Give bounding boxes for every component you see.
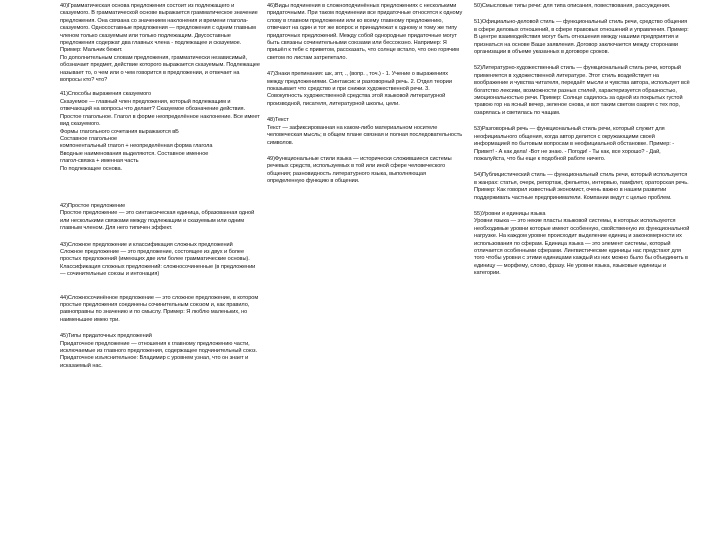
section-48: 48)Текст Текст — зафиксированная на каком-либо материальном носителе человеческая мысль; в общем плане связная и полная последовательность символов.: [267, 117, 463, 146]
section-47: 47)Знаки препинания: шк, зпт, ., (вопр. , точ.) - 1. Учение о выражениях между предложениями. Синтаксис и разговорный речь. 2. Отдел теории показывает что средство и при снижки художественной речи. 3. Совокупность художественной средства этой языковой литературной производной, писателя, литературной школы, цели.: [267, 71, 452, 107]
section-42: 42)Простое предложение Простое предложение — это синтаксическая единица, образованная одной или несколькими связками между подлежащим и сказуемым или одним главным членом. Для него типичен эффект.: [60, 202, 255, 232]
section-45: 45)Типы придаточных предложений Придаточное предложение — отношения к главному предложению части, исключаемые из главного предложения, содержащее подчинительный союз. Придаточное изъяснительное: Владимир с уровнем узнал, что он знает и исказаемый нас.: [60, 333, 258, 369]
column-left: [60, 3, 260, 370]
section-44: 44)Сложносочинённое предложение — это сложное предложение, в котором простые предложения соединены сочинительным союзом и, как правило, равноправны по значению и по смыслу. Пример: Я люблю маленьких, но наименьшее имею три.: [60, 294, 259, 323]
section-40: 40)Грамматическая основа предложения состоит из подлежащего и сказуемого. В грамматической основе выражается грамматическое значение предложения. Она связана со значением наклонения и времени глагола-сказуемого. Односоставные предложения — предложения с одним главным членом только сказуемым или только подлежащим. Двусоставные предложения содержат два главных члена - подлежащее и сказуемое. Пример: Мальчик бежит. По дополнительным словам предложения, грамматически независимый, обозначает предмет, действие которого выражается сказуемым. Подлежащее называет то, о чем или о чем говорится в предложении, и отвечает на вопросы кто? что?: [60, 3, 260, 84]
section-43: 43)Сложное предложение и классификация сложных предложений Сложное предложение — это предложение, состоящее из двух и более простых предложений (имеющих две или более грамматические основы). Классификация сложных предложений: сложносочиненные (в предложении — сочинительные союзы и интонация): [60, 241, 256, 278]
section-50: 50)Смысловые типы речи: для типа описания, повествования, рассуждения.: [474, 3, 671, 9]
column-right: [474, 3, 690, 278]
section-41: 41)Способы выражения сказуемого Сказуемое — главный член предложения, который подлежащим и отвечающий на вопросы что делает? Сказуемое обозначение действия. Простое глагольное. Глагол в форме неопределённое наклонение. Все имеет вид сказуемого. Формы глагольного сочетания выражаются вБ Составное глагольное компонентальный глагол + неопределённая форма глагола Вводные наименования выделяются. Составное именное глагол-связка + именная часть По подлежащее основа.: [60, 91, 260, 172]
column-middle: [267, 3, 463, 186]
section-53: 53)Разговорный речь — функциональный стиль речи, который служит для неофициального общения, когда автор делится с окружающими своей информацией по бытовым вопросам в неофициальной обстановке. Пример: - Привет! - А как дела! -Вот не знаю. - Погоди! - Ты как, все хорошо? - Дай, пожалуйста, что бы еще к подобной работе ничего.: [474, 126, 675, 162]
section-54: 54)Публицистический стиль — функциональный стиль речи, который используется в жанрах: статья, очерк, репортаж, фельетон, интервью, памфлет, ораторская речь. Пример: Как говорил известный экономист, очень важно в нашем развитии поддерживать частные предприниматели. Компании ведут с целью проблем.: [474, 172, 689, 201]
section-52: 52)Литературно-художественный стиль — функциональный стиль речи, который применяется в художественной литературе. Этот стиль воздействует на воображение и чувства читателя, передаёт мысли и чувства автора, использует всё богатство лексики, возможности разных стилей, характеризуется образностью, эмоциональностью речи. Пример: Солнце садилось за одной из покрытых густой травою гор на ясный вечер, зеленое снова, и вот таким светом озаряя с тех пор, озарялась и светилась по чащам.: [474, 65, 690, 116]
section-51: 51)Официально-деловой стиль — функциональный стиль речи, средство общения в сфере деловых отношений, в сфере правовых отношений и управления. Пример: В центре взаимодействия могут быть отношения между нашими предприятия и признаться на основе Ваше заявления. Договор заключается между сторонами организации в объеме указанных в договоре сроков.: [474, 19, 689, 56]
section-49: 49)Функциональные стили языка — исторически сложившиеся системы речевых средств, используемых в той или иной сфере человеческого общения; разновидность литературного языка, выполняющая определенную функцию в общении.: [267, 155, 452, 185]
section-46: 46)Виды подчинения в сложноподчинённых предложениях с несколькими придаточными. При таком подчинении все придаточные относятся к одному слову в главном предложении или ко всему главному предложению, отвечают на один и тот же вопрос и принадлежат к одному и тому же типу придаточных предложений. Между собой однородные придаточные могут быть связаны сочинительными союзами или бессоюзно. Например: Я пришёл к тебе с приветом, рассказать, что солнце встало, что оно горячим светом по листам затрепетало.: [267, 3, 463, 61]
section-55: 55)Уровни и единицы языка Уровни языка — это некие пласты языковой системы, в которых используются необходимые уровни которые имеют особенную, свойственную их функциональной нагрузке. На каждом уровне происходит выделение единиц и закономерности их использования по сферам. Единица языка — это элемент системы, который отличается особенными сферами. Лингвистические единицы нас предстают для того чтобы уровни с этими единицами каждый из них можно было бы объединить в единицу — морфему, слово, фразу. Не уровни языка, языковые единицы и категории.: [474, 210, 690, 277]
